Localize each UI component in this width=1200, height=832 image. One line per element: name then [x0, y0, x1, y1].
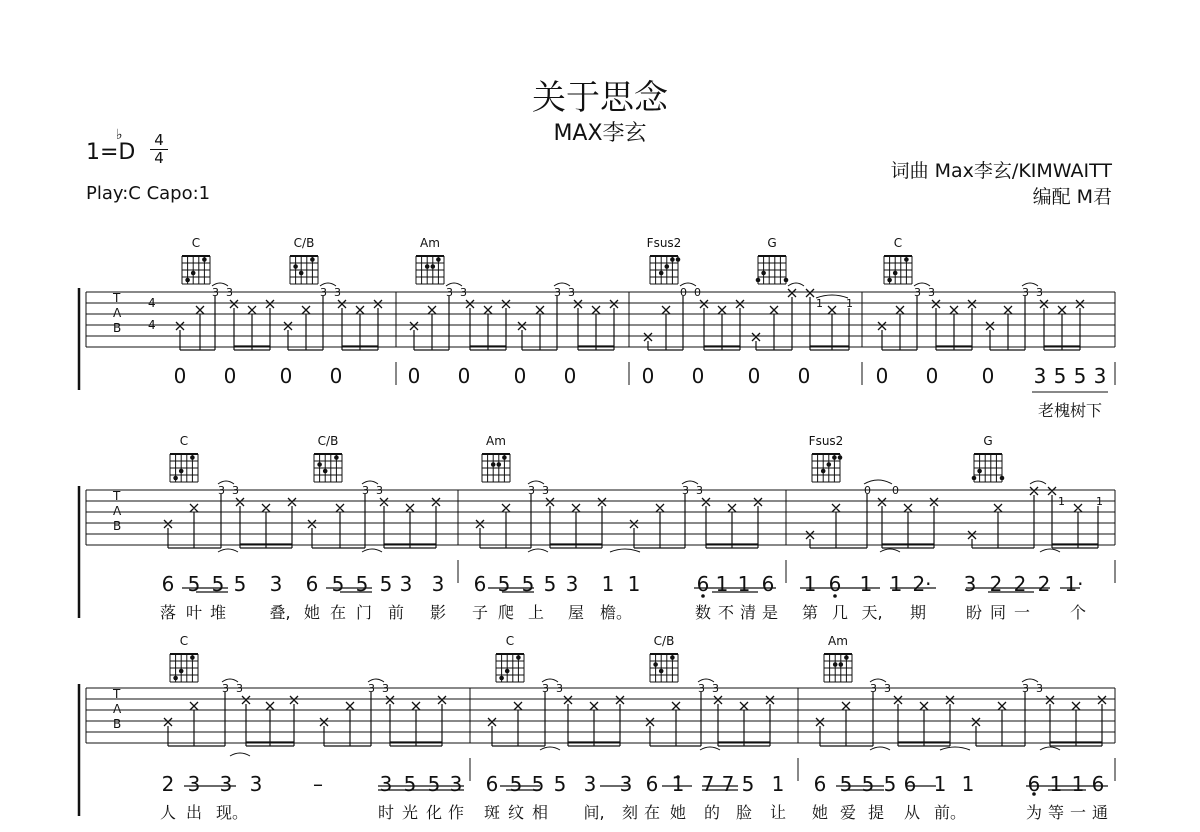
jianpu-note: 0	[279, 364, 293, 388]
lyric-char: 人	[159, 803, 177, 822]
jianpu-note: 0	[875, 364, 889, 388]
song-artist: MAX李玄	[553, 121, 647, 146]
lyric-char: 叶	[185, 603, 203, 622]
jianpu-note: 0	[329, 364, 343, 388]
svg-text:3: 3	[542, 484, 549, 497]
svg-text:3: 3	[556, 682, 563, 695]
play-capo: Play:C Capo:1	[86, 183, 211, 204]
lyric-char: 提	[867, 803, 885, 822]
jianpu-note: 0	[981, 364, 995, 388]
chord-name: C	[191, 236, 201, 250]
lyric-char: 一	[1013, 603, 1031, 622]
jianpu-note: 6	[645, 772, 659, 796]
jianpu-note: 5	[553, 772, 567, 796]
svg-text:4: 4	[148, 296, 156, 310]
jianpu-note: 1	[859, 572, 873, 596]
jianpu-note: 0	[457, 364, 471, 388]
jianpu-note: 6	[161, 572, 175, 596]
lyric-char: 现。	[215, 803, 249, 822]
svg-text:3: 3	[382, 682, 389, 695]
lyric-char: 同	[989, 603, 1007, 622]
jianpu-note: 7	[701, 772, 715, 796]
credit-arrangement: 编配 M君	[1032, 186, 1112, 208]
svg-text:A: A	[113, 306, 122, 320]
jianpu-note: 3	[1093, 364, 1107, 388]
jianpu-note: 5	[543, 572, 557, 596]
chord-name: C/B	[293, 236, 315, 250]
chord-name: Am	[828, 634, 848, 648]
jianpu-note: 3	[565, 572, 579, 596]
lyric-char: 前	[387, 603, 405, 622]
lyric-char: 天,	[861, 603, 883, 622]
svg-text:3: 3	[696, 484, 703, 497]
svg-text:3: 3	[232, 484, 239, 497]
jianpu-note: 1·	[1064, 572, 1084, 596]
lyric-char: 等	[1047, 803, 1065, 822]
lyric-char: 盼	[965, 603, 983, 622]
svg-text:3: 3	[368, 682, 375, 695]
jianpu-note: 0	[223, 364, 237, 388]
lyric-char: 屋	[567, 603, 585, 622]
svg-text:3: 3	[698, 682, 705, 695]
jianpu-note: 6	[485, 772, 499, 796]
jianpu-note: 5	[233, 572, 247, 596]
svg-text:3: 3	[1022, 682, 1029, 695]
jianpu-note: 3	[1033, 364, 1047, 388]
jianpu-note: 3	[269, 572, 283, 596]
svg-text:T: T	[113, 489, 121, 503]
svg-text:A: A	[113, 504, 122, 518]
chord-name: C	[179, 634, 189, 648]
lyric-char: 爱	[839, 803, 857, 822]
jianpu-note: 5	[331, 572, 345, 596]
jianpu-note: 3	[249, 772, 263, 796]
lyric-char: 叠,	[269, 603, 291, 622]
credit-lyrics-music: 词曲 Max李玄/KIMWAITT	[890, 160, 1112, 182]
lyric-char: 子	[471, 603, 489, 622]
jianpu-note: 6	[1091, 772, 1105, 796]
lyric-char: 的	[703, 803, 721, 822]
chord-name: C	[179, 434, 189, 448]
chord-name: Am	[486, 434, 506, 448]
svg-text:B: B	[113, 519, 122, 533]
jianpu-note: 0	[925, 364, 939, 388]
jianpu-note: 5	[403, 772, 417, 796]
svg-text:1: 1	[1096, 495, 1103, 508]
svg-text:0: 0	[892, 484, 899, 497]
svg-text:3: 3	[1036, 682, 1043, 695]
svg-text:B: B	[113, 717, 122, 731]
lyric-char: 清	[739, 603, 757, 622]
jianpu-note: 5	[1073, 364, 1087, 388]
jianpu-note: 3	[219, 772, 233, 796]
svg-text:0: 0	[694, 286, 701, 299]
jianpu-note: 0	[407, 364, 421, 388]
jianpu-note: 2·	[912, 572, 932, 596]
svg-text:3: 3	[542, 682, 549, 695]
jianpu-note: 0	[513, 364, 527, 388]
lyric-char: 间,	[583, 803, 605, 822]
svg-text:0: 0	[680, 286, 687, 299]
chord-name: C	[893, 236, 903, 250]
svg-text:3: 3	[222, 682, 229, 695]
svg-text:3: 3	[376, 484, 383, 497]
jianpu-note: 7	[721, 772, 735, 796]
lyric-char: 前。	[933, 803, 967, 822]
lyric-line: 老槐树下	[1037, 401, 1103, 420]
lyric-char: 斑	[483, 803, 501, 822]
lyric-char: 作	[447, 803, 465, 822]
jianpu-note: 0	[691, 364, 705, 388]
jianpu-note: 1	[803, 572, 817, 596]
lyric-char: 堆	[209, 603, 227, 622]
key-signature: 1=D	[86, 140, 136, 165]
lyric-char: 期	[909, 603, 927, 622]
jianpu-note: 5	[741, 772, 755, 796]
jianpu-note: 1	[889, 572, 903, 596]
svg-text:3: 3	[712, 682, 719, 695]
jianpu-note: –	[313, 772, 323, 796]
jianpu-note: 0	[173, 364, 187, 388]
jianpu-note: 2	[1037, 572, 1051, 596]
jianpu-note: 3	[963, 572, 977, 596]
jianpu-note: 1	[1049, 772, 1063, 796]
lyric-char: 让	[769, 803, 787, 822]
lyric-char: 在	[643, 803, 661, 822]
chord-name: C	[505, 634, 515, 648]
jianpu-note: 5	[861, 772, 875, 796]
lyric-char: 她	[303, 603, 321, 622]
lyric-char: 门	[355, 603, 373, 622]
chord-name: G	[983, 434, 993, 448]
lyric-char: 从	[903, 803, 921, 822]
jianpu-note: 1	[771, 772, 785, 796]
jianpu-note: 3	[449, 772, 463, 796]
jianpu-note: 3	[379, 772, 393, 796]
jianpu-note: 5	[355, 572, 369, 596]
svg-text:T: T	[113, 291, 121, 305]
svg-text:3: 3	[334, 286, 341, 299]
jianpu-note: 5	[497, 572, 511, 596]
jianpu-note: 2	[989, 572, 1003, 596]
svg-text:A: A	[113, 702, 122, 716]
chord-name: Fsus2	[808, 434, 844, 448]
svg-text:3: 3	[528, 484, 535, 497]
svg-text:B: B	[113, 321, 122, 335]
jianpu-note: 3	[431, 572, 445, 596]
lyric-char: 时	[377, 803, 395, 822]
lyric-char: 相	[531, 803, 549, 822]
jianpu-note: 6	[1027, 772, 1041, 796]
lyric-char: 第	[801, 603, 819, 622]
svg-text:3: 3	[362, 484, 369, 497]
flat-sign: ♭	[116, 127, 123, 143]
jianpu-note: 1	[715, 572, 729, 596]
jianpu-note: 6	[903, 772, 917, 796]
jianpu-note: 1	[601, 572, 615, 596]
jianpu-note: 1	[627, 572, 641, 596]
lyric-char: 是	[761, 603, 779, 622]
jianpu-note: 6	[828, 572, 842, 596]
chord-name: C/B	[317, 434, 339, 448]
jianpu-note: 5	[379, 572, 393, 596]
lyric-char: 脸	[735, 803, 753, 822]
svg-text:3: 3	[554, 286, 561, 299]
svg-text:3: 3	[914, 286, 921, 299]
lyric-char: 她	[669, 803, 687, 822]
svg-text:3: 3	[320, 286, 327, 299]
lyric-char: 为	[1025, 803, 1043, 822]
jianpu-note: 5	[1053, 364, 1067, 388]
lyric-char: 影	[429, 603, 447, 622]
time-bottom: 4	[154, 149, 164, 167]
jianpu-note: 5	[883, 772, 897, 796]
jianpu-note: 0	[797, 364, 811, 388]
jianpu-note: 5	[839, 772, 853, 796]
svg-text:3: 3	[1036, 286, 1043, 299]
lyric-char: 在	[329, 603, 347, 622]
svg-text:3: 3	[226, 286, 233, 299]
lyric-char: 数	[694, 603, 712, 622]
lyric-char: 几	[831, 603, 849, 622]
lyric-char: 化	[425, 803, 443, 822]
lyric-char: 光	[401, 803, 419, 822]
jianpu-note: 1	[671, 772, 685, 796]
jianpu-note: 5	[187, 572, 201, 596]
svg-text:1: 1	[1058, 495, 1065, 508]
jianpu-note: 1	[961, 772, 975, 796]
jianpu-note: 1	[1071, 772, 1085, 796]
jianpu-note: 0	[747, 364, 761, 388]
jianpu-note: 5	[211, 572, 225, 596]
lyric-char: 她	[811, 803, 829, 822]
svg-text:3: 3	[236, 682, 243, 695]
lyric-char: 落	[159, 603, 177, 622]
jianpu-note: 0	[641, 364, 655, 388]
svg-text:3: 3	[568, 286, 575, 299]
chord-name: G	[767, 236, 777, 250]
svg-text:1: 1	[846, 297, 853, 310]
jianpu-note: 6	[305, 572, 319, 596]
lyric-char: 一	[1069, 803, 1087, 822]
svg-text:3: 3	[1022, 286, 1029, 299]
lyric-char: 不	[717, 603, 735, 622]
jianpu-note: 3	[583, 772, 597, 796]
svg-text:3: 3	[212, 286, 219, 299]
svg-text:3: 3	[460, 286, 467, 299]
jianpu-note: 2	[161, 772, 175, 796]
svg-text:3: 3	[682, 484, 689, 497]
jianpu-note: 5	[531, 772, 545, 796]
jianpu-note: 1	[737, 572, 751, 596]
svg-text:T: T	[113, 687, 121, 701]
jianpu-note: 5	[521, 572, 535, 596]
lyric-char: 檐。	[599, 603, 633, 622]
jianpu-note: 6	[813, 772, 827, 796]
svg-text:3: 3	[218, 484, 225, 497]
lyric-char: 上	[527, 603, 545, 622]
jianpu-note: 3	[399, 572, 413, 596]
time-signature	[150, 132, 168, 167]
lyric-char: 出	[185, 803, 203, 822]
svg-text:3: 3	[446, 286, 453, 299]
lyric-char: 刻	[621, 803, 639, 822]
chord-name: Fsus2	[646, 236, 682, 250]
lyric-char: 纹	[507, 803, 525, 822]
jianpu-note: 5	[427, 772, 441, 796]
chord-name: C/B	[653, 634, 675, 648]
lyric-char: 通	[1091, 803, 1109, 822]
jianpu-note: 5	[509, 772, 523, 796]
chord-name: Am	[420, 236, 440, 250]
svg-text:4: 4	[148, 318, 156, 332]
lyric-char: 个	[1069, 603, 1087, 622]
lyric-char: 爬	[497, 603, 515, 622]
jianpu-note: 3	[187, 772, 201, 796]
jianpu-note: 2	[1013, 572, 1027, 596]
time-top: 4	[150, 132, 168, 150]
svg-text:0: 0	[864, 484, 871, 497]
svg-text:1: 1	[816, 297, 823, 310]
song-title: 关于思念	[532, 78, 668, 118]
jianpu-note: 3	[619, 772, 633, 796]
svg-text:3: 3	[928, 286, 935, 299]
jianpu-note: 6	[761, 572, 775, 596]
svg-text:3: 3	[870, 682, 877, 695]
svg-text:3: 3	[884, 682, 891, 695]
jianpu-note: 6	[473, 572, 487, 596]
jianpu-note: 1	[933, 772, 947, 796]
jianpu-note: 6	[696, 572, 710, 596]
jianpu-note: 0	[563, 364, 577, 388]
